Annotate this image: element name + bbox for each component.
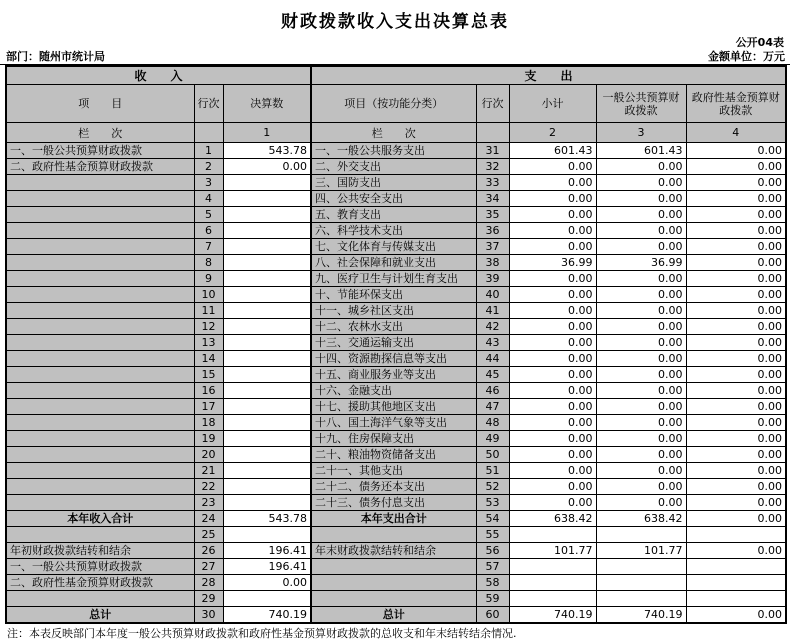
expense-gov-fund-cell: 0.00 [686,175,786,191]
expense-rowno-cell: 39 [476,271,509,287]
expense-item-cell: 六、科学技术支出 [311,223,476,239]
table-row [6,319,786,335]
budget-table [5,65,787,624]
income-item-cell [6,207,194,223]
income-rowno-cell: 24 [194,511,223,527]
expense-rowno-cell: 43 [476,335,509,351]
expense-subtotal-cell [509,559,596,575]
expense-subtotal-cell: 0.00 [509,367,596,383]
expense-gov-fund-cell: 0.00 [686,495,786,511]
income-rowno-cell: 9 [194,271,223,287]
income-rowno-cell: 27 [194,559,223,575]
expense-subtotal-cell: 638.42 [509,511,596,527]
expense-subtotal-cell: 0.00 [509,239,596,255]
income-item-cell [6,255,194,271]
income-item-cell [6,447,194,463]
expense-subtotal-cell: 0.00 [509,335,596,351]
income-value-cell: 0.00 [223,575,311,591]
income-item-cell [6,191,194,207]
table-code: 公开04表 [735,36,784,49]
income-rowno-spacer [194,123,223,143]
expense-rowno-cell: 36 [476,223,509,239]
income-value-cell [223,463,311,479]
expense-general-budget-cell: 0.00 [596,351,686,367]
expense-general-budget-cell: 101.77 [596,543,686,559]
department-label: 部门：随州市统计局 [6,50,105,63]
income-item-cell [6,399,194,415]
expense-general-budget-cell: 0.00 [596,463,686,479]
income-value-cell [223,207,311,223]
expense-rowno-cell: 56 [476,543,509,559]
expense-gov-fund-cell: 0.00 [686,319,786,335]
expense-rowno-cell: 38 [476,255,509,271]
income-rowno-cell: 29 [194,591,223,607]
table-row [6,591,786,607]
expense-subtotal-cell: 0.00 [509,207,596,223]
income-value-cell: 543.78 [223,143,311,159]
table-row [6,159,786,175]
income-item-cell: 本年收入合计 [6,511,194,527]
table-row [6,447,786,463]
income-item-cell [6,335,194,351]
expense-subtotal-cell: 0.00 [509,495,596,511]
income-rowno-cell: 1 [194,143,223,159]
expense-item-cell: 七、文化体育与传媒支出 [311,239,476,255]
income-value-cell [223,351,311,367]
income-item-cell: 二、政府性基金预算财政拨款 [6,159,194,175]
income-rowno-cell: 17 [194,399,223,415]
expense-item-cell: 一、一般公共服务支出 [311,143,476,159]
col-header-expense-rowno: 行次 [476,85,509,123]
expense-item-cell: 二十、粮油物资储备支出 [311,447,476,463]
expense-general-budget-cell: 0.00 [596,287,686,303]
expense-gov-fund-cell: 0.00 [686,303,786,319]
income-value-cell [223,239,311,255]
expense-subtotal-cell: 0.00 [509,223,596,239]
expense-general-budget-cell: 0.00 [596,239,686,255]
expense-rowno-cell: 31 [476,143,509,159]
expense-rowno-cell: 53 [476,495,509,511]
income-item-cell [6,495,194,511]
expense-item-cell: 十四、资源勘探信息等支出 [311,351,476,367]
expense-gov-fund-cell: 0.00 [686,191,786,207]
expense-general-budget-cell: 0.00 [596,191,686,207]
table-row [6,223,786,239]
income-item-cell: 年初财政拨款结转和结余 [6,543,194,559]
expense-general-budget-cell: 0.00 [596,159,686,175]
income-item-cell [6,223,194,239]
income-item-cell [6,319,194,335]
expense-item-cell: 十一、城乡社区支出 [311,303,476,319]
expense-general-budget-cell: 740.19 [596,607,686,624]
expense-gov-fund-cell: 0.00 [686,287,786,303]
expense-rowno-cell: 60 [476,607,509,624]
col-header-income-rowno: 行次 [194,85,223,123]
income-item-cell [6,527,194,543]
section-band-row [6,66,786,85]
expense-gov-fund-cell [686,575,786,591]
expense-general-budget-cell: 0.00 [596,319,686,335]
expense-general-budget-cell [596,591,686,607]
expense-rowno-cell: 55 [476,527,509,543]
expense-subtotal-cell: 0.00 [509,463,596,479]
expense-general-budget-cell: 0.00 [596,431,686,447]
expense-gov-fund-cell: 0.00 [686,143,786,159]
column-index-3: 3 [596,123,686,143]
income-rowno-cell: 30 [194,607,223,624]
income-value-cell: 196.41 [223,543,311,559]
expense-subtotal-cell: 0.00 [509,287,596,303]
expense-subtotal-cell: 101.77 [509,543,596,559]
income-item-cell: 一、一般公共预算财政拨款 [6,559,194,575]
expense-rowno-cell: 44 [476,351,509,367]
expense-subtotal-cell: 0.00 [509,415,596,431]
expense-rowno-cell: 57 [476,559,509,575]
income-value-cell [223,223,311,239]
expense-rowno-cell: 46 [476,383,509,399]
income-rowno-cell: 18 [194,415,223,431]
income-value-cell [223,415,311,431]
table-row [6,607,786,624]
table-row [6,335,786,351]
table-row [6,575,786,591]
income-rowno-cell: 10 [194,287,223,303]
expense-gov-fund-cell: 0.00 [686,383,786,399]
expense-item-cell: 二十三、债务付息支出 [311,495,476,511]
expense-general-budget-cell [596,559,686,575]
income-rowno-cell: 4 [194,191,223,207]
expense-gov-fund-cell: 0.00 [686,399,786,415]
table-row [6,463,786,479]
table-row [6,479,786,495]
expense-gov-fund-cell: 0.00 [686,607,786,624]
expense-general-budget-cell: 0.00 [596,415,686,431]
expense-rowno-cell: 47 [476,399,509,415]
expense-general-budget-cell: 0.00 [596,495,686,511]
income-value-cell [223,191,311,207]
table-row [6,527,786,543]
income-item-cell [6,367,194,383]
expense-gov-fund-cell: 0.00 [686,239,786,255]
income-item-cell: 总计 [6,607,194,624]
expense-gov-fund-cell [686,559,786,575]
expense-item-cell: 十九、住房保障支出 [311,431,476,447]
expense-rowno-cell: 52 [476,479,509,495]
expense-general-budget-cell: 36.99 [596,255,686,271]
expense-column-label: 栏 次 [311,123,476,143]
expense-gov-fund-cell: 0.00 [686,511,786,527]
table-row [6,143,786,159]
expense-gov-fund-cell: 0.00 [686,543,786,559]
income-rowno-cell: 19 [194,431,223,447]
expense-general-budget-cell: 0.00 [596,271,686,287]
expense-subtotal-cell: 0.00 [509,383,596,399]
income-rowno-cell: 23 [194,495,223,511]
income-value-cell [223,175,311,191]
expense-subtotal-cell: 0.00 [509,431,596,447]
expense-item-cell: 九、医疗卫生与计划生育支出 [311,271,476,287]
expense-rowno-cell: 58 [476,575,509,591]
expense-subtotal-cell: 36.99 [509,255,596,271]
expense-subtotal-cell: 0.00 [509,319,596,335]
expense-subtotal-cell: 0.00 [509,159,596,175]
col-header-expense-item: 项目（按功能分类） [311,85,476,123]
expense-item-cell: 十五、商业服务业等支出 [311,367,476,383]
income-column-label: 栏 次 [6,123,194,143]
column-index-2: 2 [509,123,596,143]
expense-general-budget-cell: 601.43 [596,143,686,159]
expense-gov-fund-cell: 0.00 [686,415,786,431]
expense-item-cell: 五、教育支出 [311,207,476,223]
col-header-gov-fund: 政府性基金预算财政拨款 [686,85,786,123]
expense-item-cell: 四、公共安全支出 [311,191,476,207]
column-index-4: 4 [686,123,786,143]
col-header-final-amount: 决算数 [223,85,311,123]
income-item-cell [6,479,194,495]
income-value-cell [223,527,311,543]
income-value-cell: 543.78 [223,511,311,527]
expense-section-header: 支 出 [311,66,786,85]
income-rowno-cell: 3 [194,175,223,191]
table-row [6,415,786,431]
table-row [6,351,786,367]
expense-item-cell: 八、社会保障和就业支出 [311,255,476,271]
income-item-cell [6,239,194,255]
table-row [6,495,786,511]
table-row [6,543,786,559]
income-rowno-cell: 20 [194,447,223,463]
expense-item-cell: 本年支出合计 [311,511,476,527]
expense-general-budget-cell: 0.00 [596,399,686,415]
income-item-cell: 二、政府性基金预算财政拨款 [6,575,194,591]
income-value-cell [223,287,311,303]
income-value-cell [223,591,311,607]
income-section-header: 收 入 [6,66,311,85]
expense-rowno-cell: 41 [476,303,509,319]
expense-subtotal-cell: 601.43 [509,143,596,159]
col-header-general-budget: 一般公共预算财政拨款 [596,85,686,123]
income-rowno-cell: 7 [194,239,223,255]
table-body [6,143,786,624]
income-rowno-cell: 5 [194,207,223,223]
income-value-cell [223,255,311,271]
income-value-cell: 0.00 [223,159,311,175]
income-value-cell [223,479,311,495]
income-value-cell [223,399,311,415]
expense-general-budget-cell: 0.00 [596,335,686,351]
expense-general-budget-cell: 0.00 [596,447,686,463]
expense-general-budget-cell: 0.00 [596,303,686,319]
income-item-cell [6,303,194,319]
table-row [6,511,786,527]
income-rowno-cell: 26 [194,543,223,559]
expense-gov-fund-cell: 0.00 [686,463,786,479]
col-header-subtotal: 小计 [509,85,596,123]
income-rowno-cell: 25 [194,527,223,543]
table-row [6,191,786,207]
expense-gov-fund-cell: 0.00 [686,207,786,223]
income-rowno-cell: 11 [194,303,223,319]
income-item-cell [6,175,194,191]
expense-general-budget-cell: 0.00 [596,175,686,191]
income-rowno-cell: 22 [194,479,223,495]
income-item-cell: 一、一般公共预算财政拨款 [6,143,194,159]
income-item-cell [6,431,194,447]
expense-rowno-cell: 48 [476,415,509,431]
expense-rowno-cell: 42 [476,319,509,335]
table-row [6,287,786,303]
expense-rowno-cell: 34 [476,191,509,207]
expense-subtotal-cell: 0.00 [509,479,596,495]
expense-rowno-cell: 50 [476,447,509,463]
income-value-cell: 740.19 [223,607,311,624]
expense-subtotal-cell: 0.00 [509,303,596,319]
expense-item-cell: 十、节能环保支出 [311,287,476,303]
expense-general-budget-cell: 0.00 [596,207,686,223]
footnote: 注：本表反映部门本年度一般公共预算财政拨款和政府性基金预算财政拨款的总收支和年末结转结余情况. [7,627,517,640]
expense-item-cell: 三、国防支出 [311,175,476,191]
expense-rowno-cell: 35 [476,207,509,223]
expense-item-cell: 十六、金融支出 [311,383,476,399]
expense-general-budget-cell: 0.00 [596,223,686,239]
expense-subtotal-cell [509,575,596,591]
income-value-cell [223,367,311,383]
expense-rowno-cell: 37 [476,239,509,255]
income-item-cell [6,591,194,607]
expense-item-cell [311,591,476,607]
expense-subtotal-cell: 740.19 [509,607,596,624]
expense-gov-fund-cell: 0.00 [686,351,786,367]
table-row [6,255,786,271]
column-index-row [6,123,786,143]
expense-gov-fund-cell: 0.00 [686,223,786,239]
table-row [6,175,786,191]
expense-rowno-cell: 54 [476,511,509,527]
expense-rowno-cell: 59 [476,591,509,607]
income-item-cell [6,415,194,431]
income-value-cell: 196.41 [223,559,311,575]
income-value-cell [223,495,311,511]
income-value-cell [223,447,311,463]
income-value-cell [223,383,311,399]
income-rowno-cell: 14 [194,351,223,367]
table-row [6,399,786,415]
expense-rowno-cell: 49 [476,431,509,447]
expense-rowno-cell: 33 [476,175,509,191]
expense-gov-fund-cell [686,527,786,543]
expense-rowno-cell: 40 [476,287,509,303]
expense-item-cell: 二、外交支出 [311,159,476,175]
income-rowno-cell: 13 [194,335,223,351]
expense-item-cell: 总计 [311,607,476,624]
unit-label: 金额单位：万元 [708,50,785,63]
income-value-cell [223,335,311,351]
income-rowno-cell: 8 [194,255,223,271]
income-item-cell [6,463,194,479]
expense-general-budget-cell: 0.00 [596,479,686,495]
expense-gov-fund-cell: 0.00 [686,367,786,383]
expense-gov-fund-cell [686,591,786,607]
income-value-cell [223,319,311,335]
page-title: 财政拨款收入支出决算总表 [281,12,509,32]
column-index-1: 1 [223,123,311,143]
table-row [6,383,786,399]
column-header-row [6,85,786,123]
expense-item-cell: 二十二、债务还本支出 [311,479,476,495]
expense-subtotal-cell: 0.00 [509,271,596,287]
expense-item-cell: 十八、国土海洋气象等支出 [311,415,476,431]
income-rowno-cell: 16 [194,383,223,399]
expense-subtotal-cell: 0.00 [509,191,596,207]
col-header-income-item: 项 目 [6,85,194,123]
expense-subtotal-cell: 0.00 [509,447,596,463]
expense-gov-fund-cell: 0.00 [686,335,786,351]
income-item-cell [6,271,194,287]
expense-item-cell [311,527,476,543]
expense-general-budget-cell: 0.00 [596,367,686,383]
expense-subtotal-cell: 0.00 [509,399,596,415]
expense-subtotal-cell: 0.00 [509,351,596,367]
table-row [6,271,786,287]
income-rowno-cell: 15 [194,367,223,383]
expense-item-cell: 十二、农林水支出 [311,319,476,335]
table-row [6,431,786,447]
expense-subtotal-cell [509,591,596,607]
table-row [6,207,786,223]
expense-rowno-cell: 51 [476,463,509,479]
table-row [6,367,786,383]
expense-rowno-spacer [476,123,509,143]
income-value-cell [223,431,311,447]
table-row [6,559,786,575]
expense-gov-fund-cell: 0.00 [686,447,786,463]
expense-general-budget-cell: 638.42 [596,511,686,527]
meta-row [0,50,790,65]
income-value-cell [223,303,311,319]
expense-subtotal-cell: 0.00 [509,175,596,191]
table-row [6,239,786,255]
income-item-cell [6,351,194,367]
expense-gov-fund-cell: 0.00 [686,159,786,175]
expense-general-budget-cell [596,575,686,591]
expense-gov-fund-cell: 0.00 [686,479,786,495]
expense-subtotal-cell [509,527,596,543]
expense-item-cell: 十三、交通运输支出 [311,335,476,351]
expense-gov-fund-cell: 0.00 [686,271,786,287]
income-item-cell [6,383,194,399]
table-row [6,303,786,319]
expense-item-cell: 二十一、其他支出 [311,463,476,479]
income-rowno-cell: 2 [194,159,223,175]
income-rowno-cell: 28 [194,575,223,591]
expense-gov-fund-cell: 0.00 [686,431,786,447]
income-rowno-cell: 6 [194,223,223,239]
income-rowno-cell: 21 [194,463,223,479]
income-item-cell [6,287,194,303]
expense-item-cell [311,575,476,591]
income-rowno-cell: 12 [194,319,223,335]
expense-rowno-cell: 32 [476,159,509,175]
expense-item-cell [311,559,476,575]
expense-general-budget-cell [596,527,686,543]
expense-item-cell: 十七、援助其他地区支出 [311,399,476,415]
expense-gov-fund-cell: 0.00 [686,255,786,271]
expense-rowno-cell: 45 [476,367,509,383]
income-value-cell [223,271,311,287]
expense-general-budget-cell: 0.00 [596,383,686,399]
expense-item-cell: 年末财政拨款结转和结余 [311,543,476,559]
